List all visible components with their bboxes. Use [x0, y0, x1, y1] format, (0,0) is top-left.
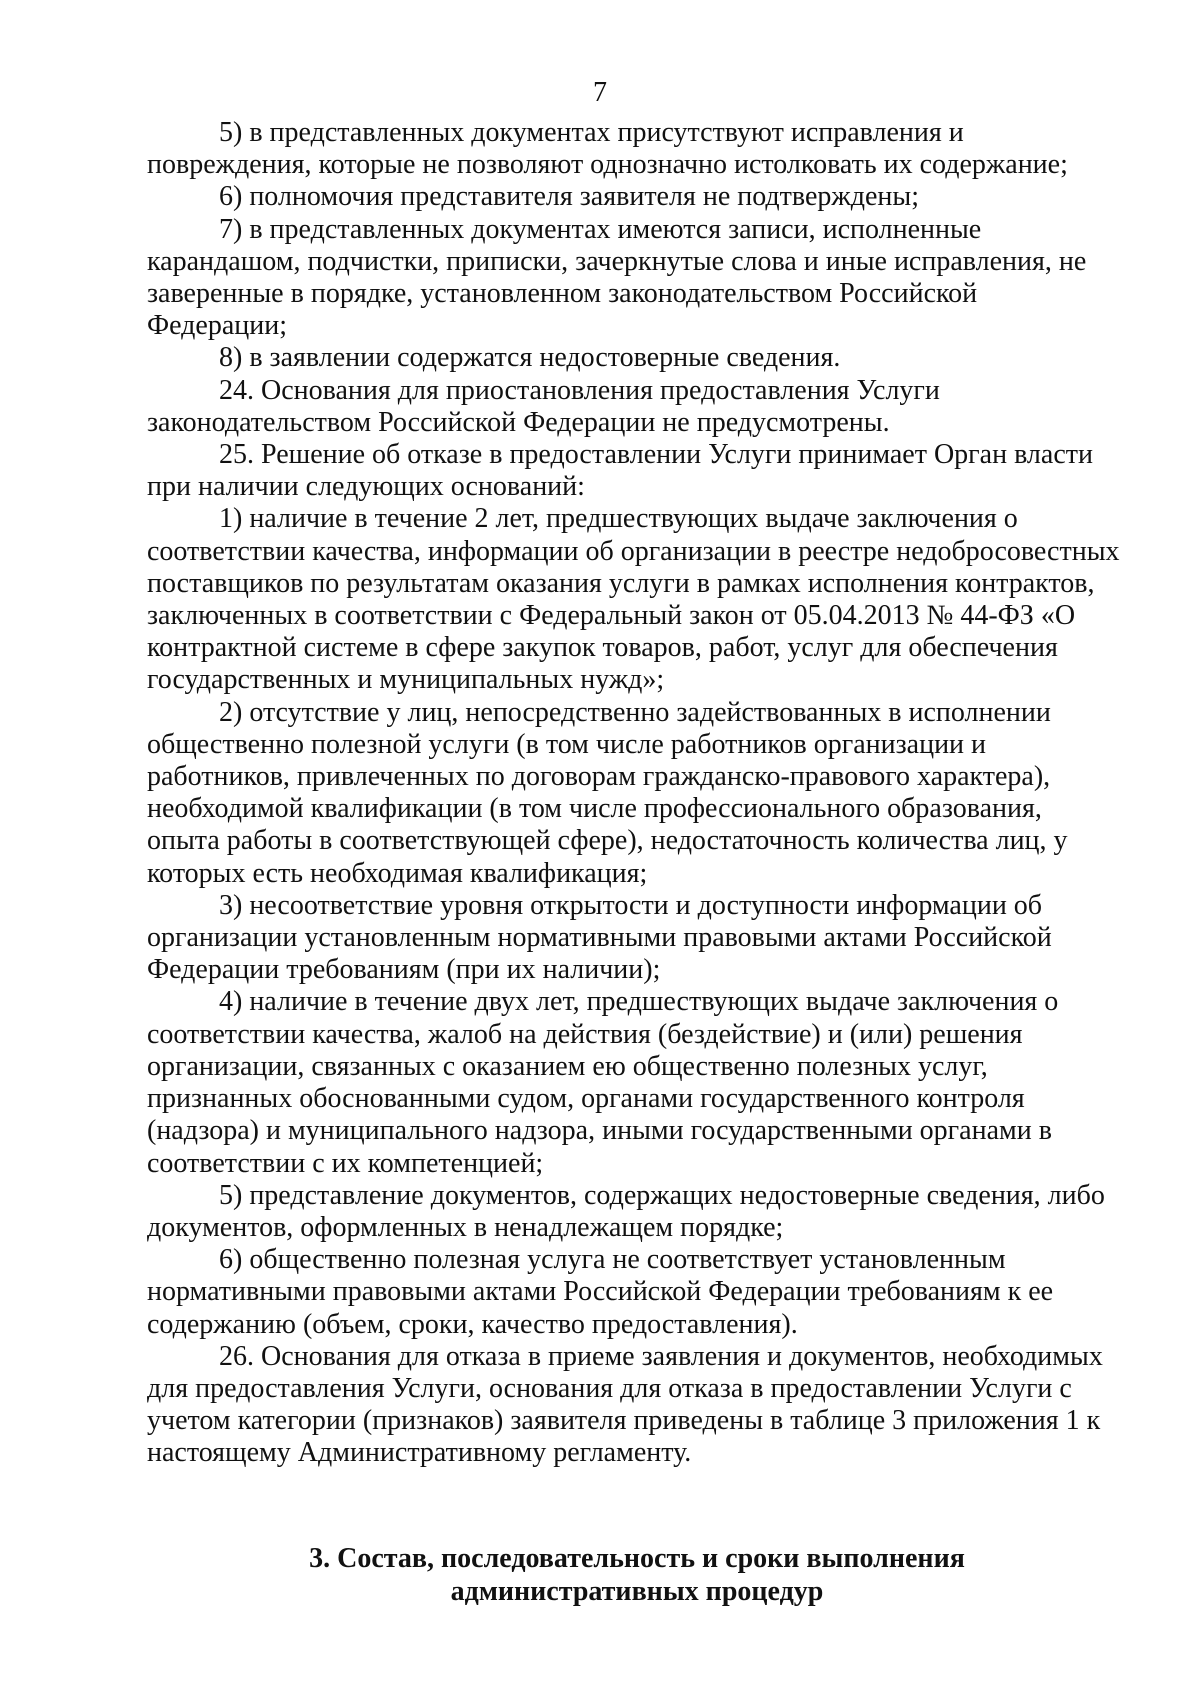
paragraph-clause-26: 26. Основания для отказа в приеме заявления и документов, необходимых для предоставления Услуги, основания для отказа в предоставлении Услуги с учетом категории (признаков) заявителя приведены в таблице 3 приложения 1 к настоящему Административному регламенту.	[147, 1340, 1103, 1469]
paragraph-ground-5: 5) представление документов, содержащих недостоверные сведения, либо документов, оформленных в ненадлежащем порядке;	[147, 1179, 1105, 1243]
paragraph-item-7-pencil-records: 7) в представленных документах имеются записи, исполненные карандашом, подчистки, приписки, зачеркнутые слова и иные исправления, не заверенные в порядке, установленном законодательством Российской Федерации;	[147, 213, 1087, 342]
paragraph-item-6-authority: 6) полномочия представителя заявителя не подтверждены;	[219, 181, 919, 213]
paragraph-clause-24: 24. Основания для приостановления предоставления Услуги законодательством Российской Федерации не предусмотрены.	[147, 374, 940, 438]
paragraph-ground-6: 6) общественно полезная услуга не соответствует установленным нормативными правовыми актами Российской Федерации требованиям к ее содержанию (объем, сроки, качество предоставления).	[147, 1244, 1054, 1340]
paragraph-item-5-corrections: 5) в представленных документах присутствуют исправления и повреждения, которые не позволяют однозначно истолковать их содержание;	[147, 117, 1068, 181]
paragraph-ground-4: 4) наличие в течение двух лет, предшествующих выдаче заключения о соответствии качества, жалоб на действия (бездействие) и (или) решения организации, связанных с оказанием ею общественно полезных услуг, признанных обоснованными судом, органами государственного контроля (надзора) и муниципального надзора, иными государственными органами в соответствии с их компетенцией;	[147, 986, 1059, 1179]
paragraph-clause-25: 25. Решение об отказе в предоставлении Услуги принимает Орган власти при наличии следующих оснований:	[147, 439, 1093, 503]
page-number: 7	[593, 77, 607, 108]
paragraph-ground-3: 3) несоответствие уровня открытости и доступности информации об организации установленным нормативными правовыми актами Российской Федерации требованиям (при их наличии);	[147, 889, 1052, 986]
paragraph-item-8-false-info: 8) в заявлении содержатся недостоверные сведения.	[219, 342, 841, 374]
section-heading: 3. Состав, последовательность и сроки выполнения административных процедур	[309, 1543, 965, 1607]
paragraph-ground-2: 2) отсутствие у лиц, непосредственно задействованных в исполнении общественно полезной услуги (в том числе работников организации и работников, привлеченных по договорам гражданско-правового характера), необходимой квалификации (в том числе профессионального образования, опыта работы в соответствующей сфере), недостаточность количества лиц, у которых есть необходимая квалификация;	[147, 696, 1068, 889]
document-body	[147, 117, 1127, 1470]
paragraph-ground-1: 1) наличие в течение 2 лет, предшествующих выдаче заключения о соответствии качества, информации об организации в реестре недобросовестных поставщиков по результатам оказания услуги в рамках исполнения контрактов, заключенных в соответствии с Федеральный закон от 05.04.2013 № 44-ФЗ «О контрактной системе в сфере закупок товаров, работ, услуг для обеспечения государственных и муниципальных нужд»;	[147, 503, 1120, 696]
